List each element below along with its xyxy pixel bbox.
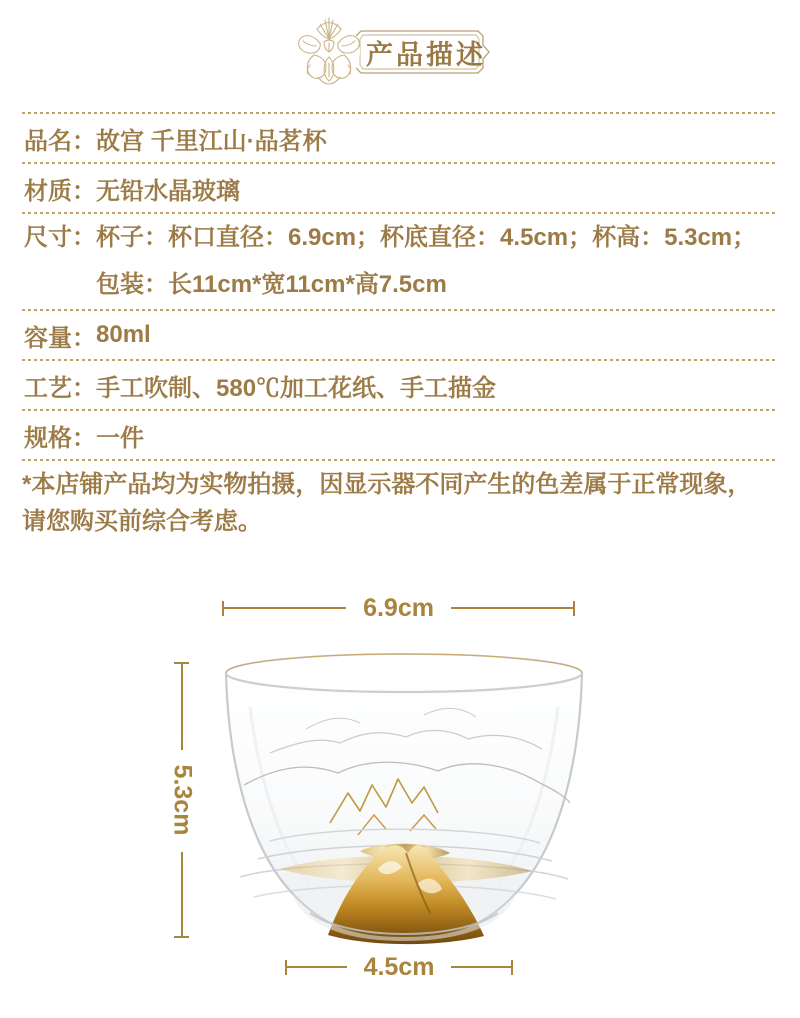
spec-value-group: [96, 214, 756, 308]
dimension-line: [181, 664, 183, 750]
spec-value: 80ml: [96, 321, 151, 348]
spec-label: 规格：: [24, 424, 96, 452]
teacup-product-image: [210, 645, 598, 960]
dimension-line: [451, 607, 573, 609]
spec-table: [22, 112, 778, 461]
spec-value-package-size: 包装：长11cm*宽11cm*高7.5cm: [96, 271, 447, 298]
spec-label: 尺寸：: [24, 224, 96, 251]
dimension-line: [287, 966, 347, 968]
dimension-cup-height: [168, 662, 197, 938]
spec-label: 工艺：: [24, 374, 96, 402]
spec-label: 容量：: [24, 324, 96, 352]
lotus-ornament-icon: [296, 15, 362, 87]
dimension-base-diameter: [285, 953, 513, 981]
spec-value: 手工吹制、580℃加工花纸、手工描金: [96, 374, 497, 402]
spec-label: 品名：: [24, 127, 96, 155]
spec-row-capacity: [22, 311, 778, 359]
dimension-line: [451, 966, 511, 968]
dimension-rim-diameter: [222, 594, 575, 622]
spec-row-material: [22, 164, 778, 212]
disclaimer-line-2: 请您购买前综合考虑。: [22, 508, 262, 535]
spec-value: 无铅水晶玻璃: [96, 177, 240, 205]
divider: [22, 459, 778, 461]
spec-value: 一件: [96, 424, 144, 452]
dimension-tick: [511, 960, 513, 975]
disclaimer-text: [22, 466, 782, 540]
spec-row-name: [22, 114, 778, 162]
dimension-label: 6.9cm: [363, 594, 434, 622]
dimension-tick: [174, 936, 189, 938]
dimension-label: 4.5cm: [363, 953, 435, 981]
spec-value-cup-size: 杯子：杯口直径：6.9cm；杯底直径：4.5cm；杯高：5.3cm；: [96, 224, 757, 251]
dimension-line: [224, 607, 346, 609]
dimension-line: [181, 852, 183, 936]
spec-row-craft: [22, 361, 778, 409]
spec-row-size: [22, 214, 778, 309]
page-title: 产品描述: [366, 39, 486, 70]
spec-row-quantity: [22, 411, 778, 459]
spec-label: 材质：: [24, 177, 96, 205]
title-plaque: [351, 30, 491, 74]
disclaimer-line-1: *本店铺产品均为实物拍摄，因显示器不同产生的色差属于正常现象，: [22, 471, 752, 498]
dimension-tick: [573, 601, 575, 616]
spec-value: 故宫 千里江山·品茗杯: [96, 127, 327, 155]
dimension-label: 5.3cm: [168, 764, 197, 836]
